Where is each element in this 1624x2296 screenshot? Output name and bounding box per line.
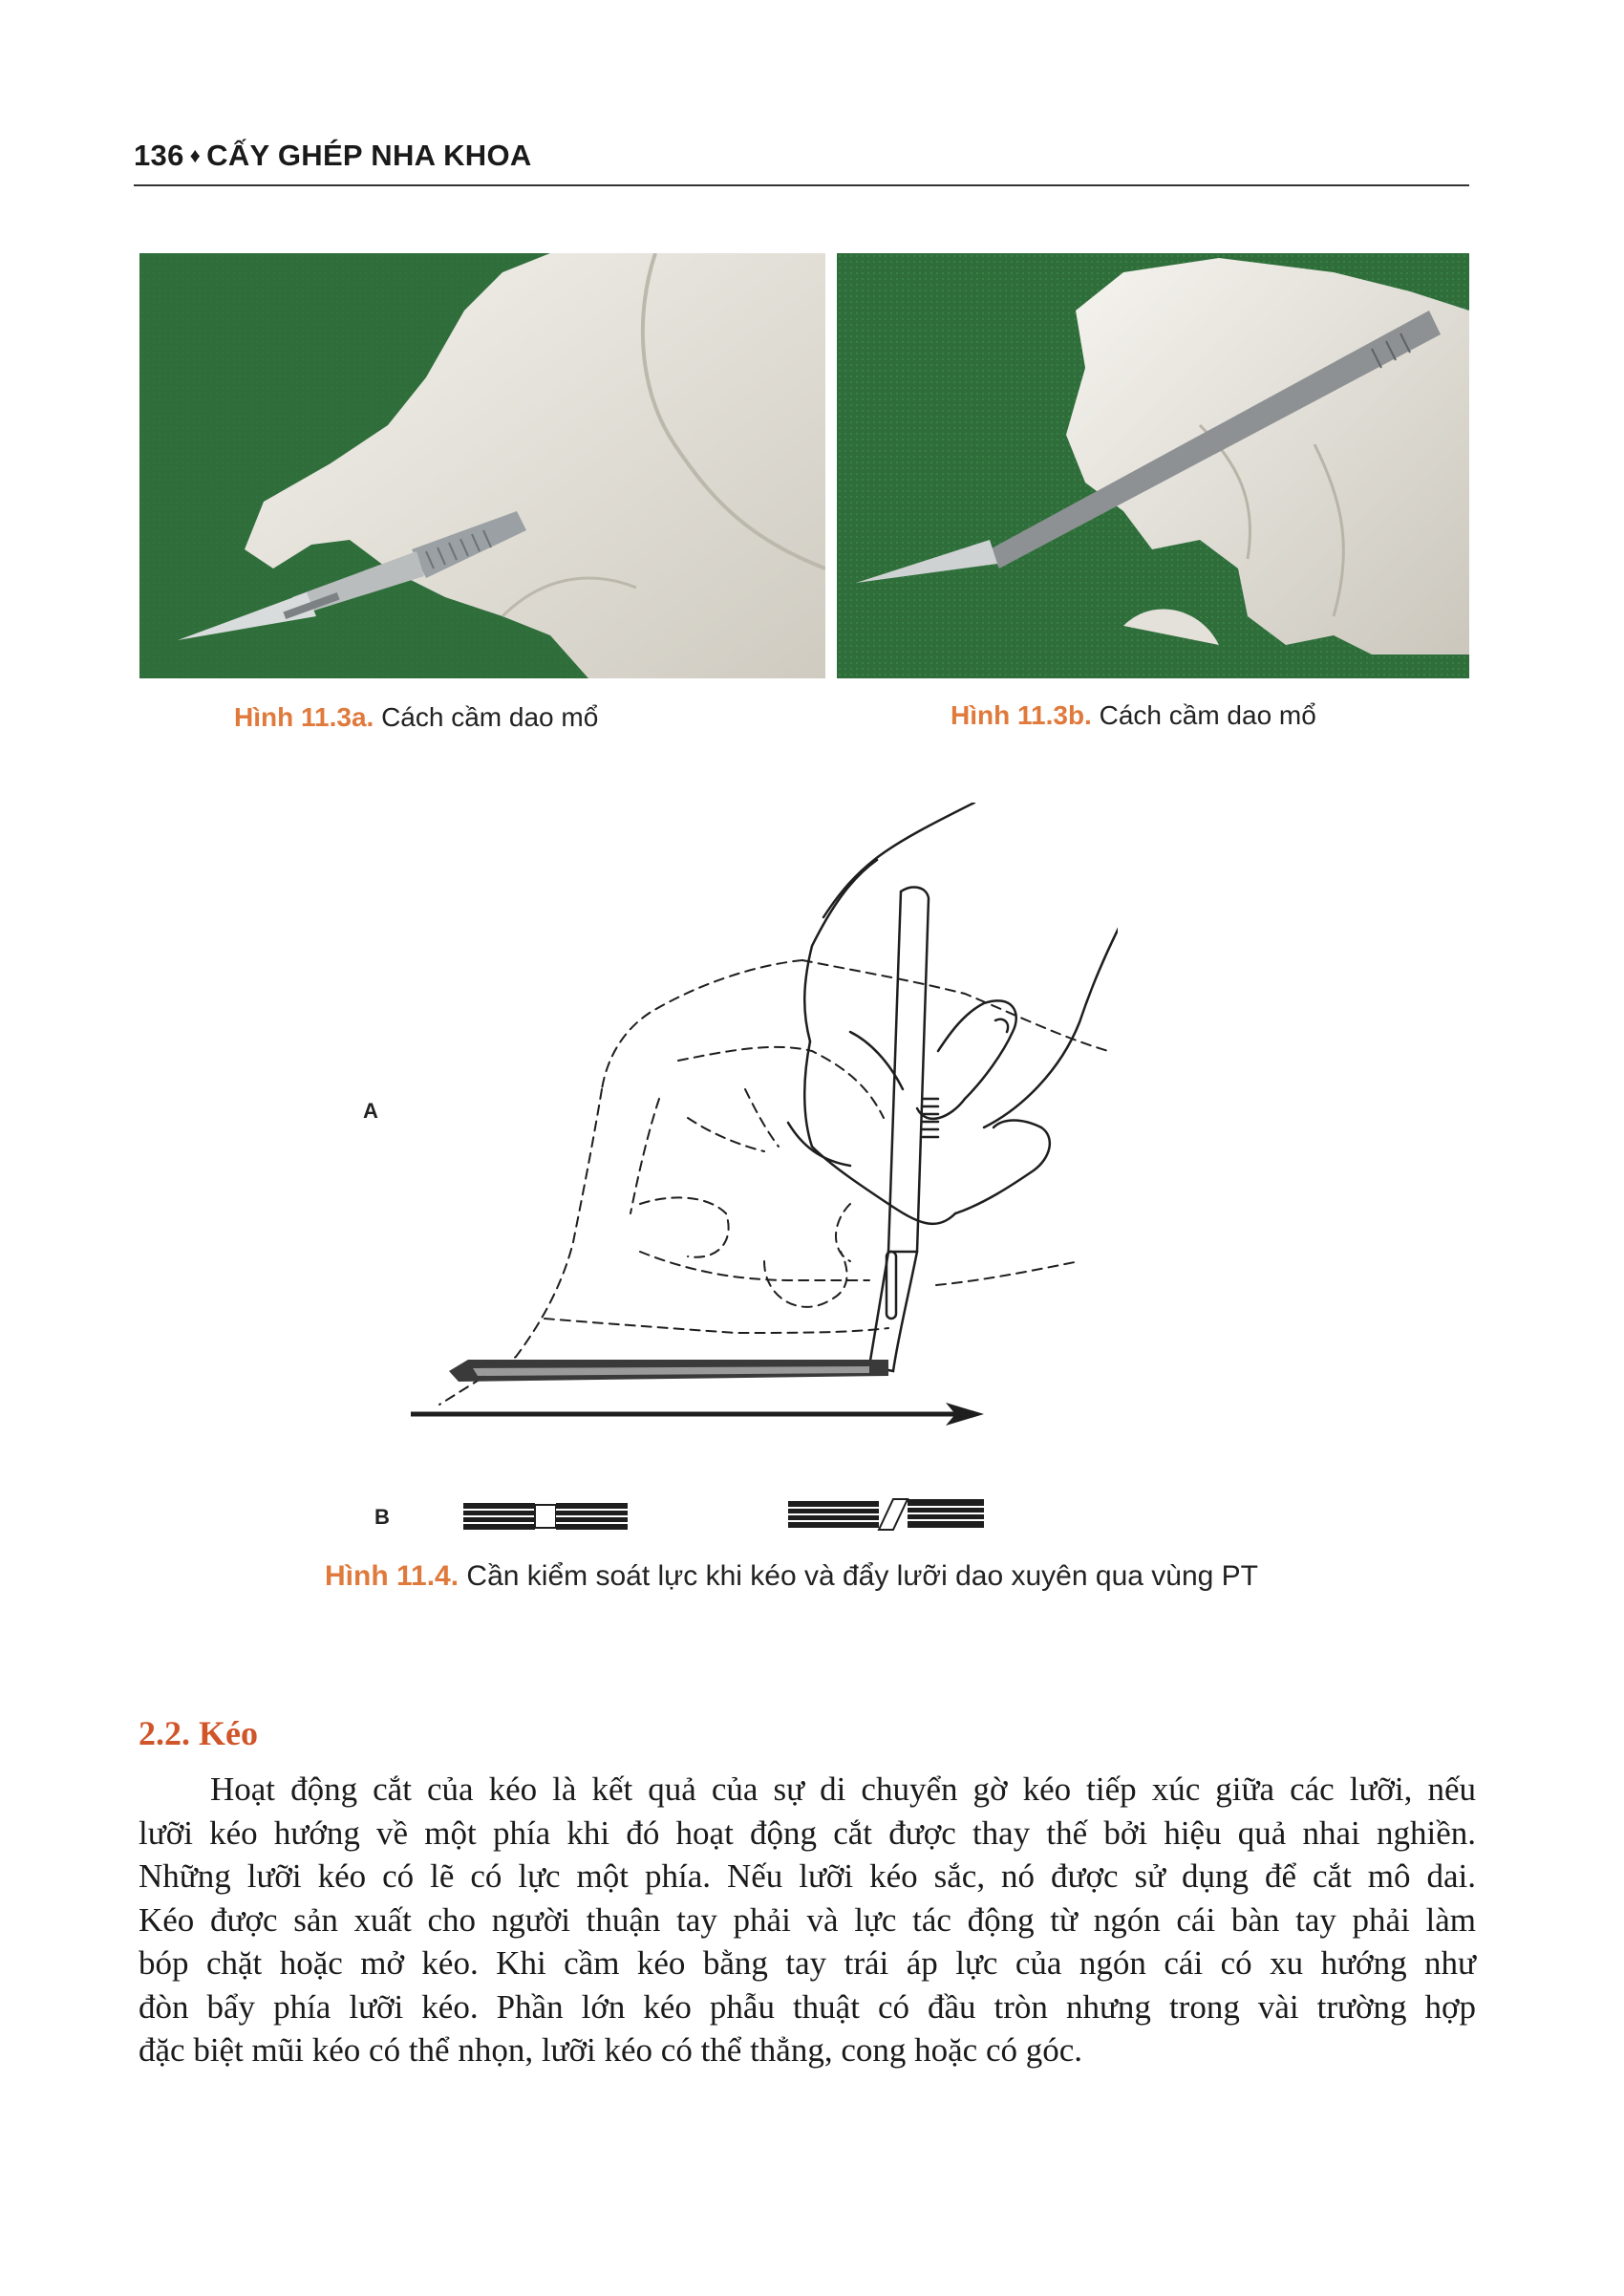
paragraph-line: đặc biệt mũi kéo có thể nhọn, lưỡi kéo có thể thẳng, cong hoặc có góc. xyxy=(139,2031,1083,2069)
paragraph-line: Hoạt động cắt của kéo là kết quả của sự di chuyển gờ kéo tiếp xúc giữa các lưỡi, nếu xyxy=(210,1770,1476,1808)
paragraph-line: đòn bẩy phía lưỡi kéo. Phần lớn kéo phẫu thuật có đầu tròn nhưng trong vài trường hợp xyxy=(139,1987,1476,2026)
figure-11-4-drawing xyxy=(353,803,1118,1548)
panel-a-letter: A xyxy=(363,1099,378,1123)
photo-scalpel-grip-b xyxy=(837,253,1469,678)
figure-11-3b-label: Hình 11.3b. xyxy=(951,700,1092,730)
figure-11-3a-caption xyxy=(234,702,598,733)
header-text xyxy=(134,139,1469,173)
figure-11-3a-label: Hình 11.3a. xyxy=(234,702,374,732)
section-heading: 2.2. Kéo xyxy=(139,1714,258,1752)
page-number: 136 xyxy=(134,139,184,172)
diamond-separator-icon: ♦ xyxy=(189,143,202,167)
figure-11-3b-text: Cách cầm dao mổ xyxy=(1099,700,1316,730)
figure-11-4-label: Hình 11.4. xyxy=(325,1560,459,1592)
book-title: CẤY GHÉP NHA KHOA xyxy=(206,139,532,172)
header-rule xyxy=(134,184,1469,186)
paragraph-line: lưỡi kéo hướng về một phía khi đó hoạt động cắt được thay thế bởi hiệu quả nhai nghiền. xyxy=(139,1813,1476,1852)
paragraph-line: bóp chặt hoặc mở kéo. Khi cầm kéo bằng tay trái áp lực của ngón cái có xu hướng như xyxy=(139,1944,1476,1982)
paragraph-line: Những lưỡi kéo có lẽ có lực một phía. Nếu lưỡi kéo sắc, nó được sử dụng để cắt mô dai. xyxy=(139,1857,1476,1895)
panel-b-cut-comparison xyxy=(463,1499,984,1530)
figure-11-4-text: Cần kiểm soát lực khi kéo và đẩy lưỡi dao xuyên qua vùng PT xyxy=(466,1560,1258,1592)
body-paragraph xyxy=(139,1768,1476,2072)
paragraph-line: Kéo được sản xuất cho người thuận tay phải và lực tác động từ ngón cái bàn tay phải làm xyxy=(139,1900,1476,1939)
running-header xyxy=(134,139,1469,173)
panel-b-letter: B xyxy=(374,1505,390,1529)
photo-scalpel-grip-a xyxy=(139,253,825,678)
figure-11-3b-caption xyxy=(951,700,1316,731)
figure-11-4-caption xyxy=(325,1560,1258,1593)
figure-11-3a-text: Cách cầm dao mổ xyxy=(381,702,599,732)
hand-with-scalpel-illustration xyxy=(353,803,1118,1548)
